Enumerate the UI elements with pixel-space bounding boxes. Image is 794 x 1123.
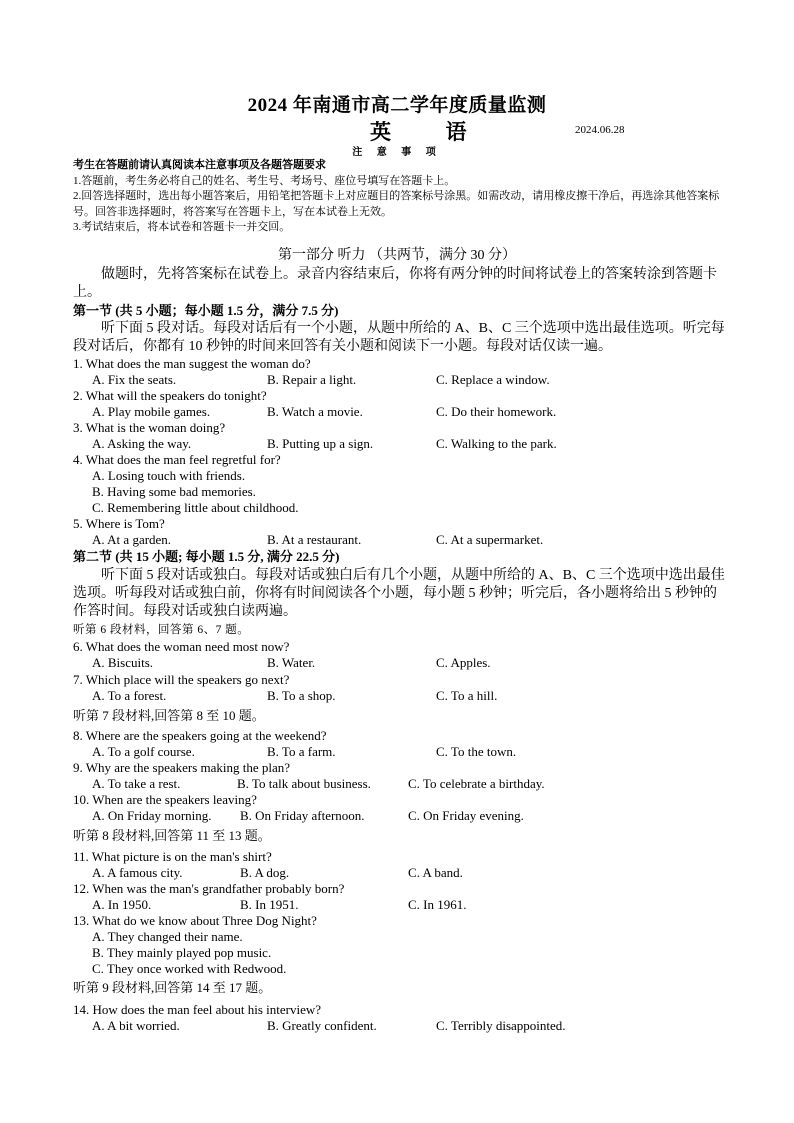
- option-a: A. Play mobile games.: [92, 404, 211, 419]
- option-b: B. At a restaurant.: [267, 532, 362, 547]
- question-stem: 4. What does the man feel regretful for?: [73, 452, 281, 467]
- option-b: B. Water.: [267, 655, 316, 670]
- question-stem: 9. Why are the speakers making the plan?: [73, 760, 291, 775]
- option-b: B. Putting up a sign.: [267, 436, 374, 451]
- question-stem: 8. Where are the speakers going at the weekend?: [73, 728, 327, 743]
- part-one-intro: 做题时，先将答案标在试卷上。录音内容结束后，你将有两分钟的时间将试卷上的答案转涂到答题卡上。: [73, 267, 717, 300]
- option-a: A. Asking the way.: [92, 436, 192, 451]
- instruction-item-3: 3.考试结束后，将本试卷和答题卡一并交回。: [73, 221, 291, 233]
- material-label-6: 听第 6 段材料，回答第 6、7 题。: [73, 624, 250, 636]
- option-c: C. To a hill.: [436, 688, 498, 703]
- question-stem: 14. How does the man feel about his interview?: [73, 1002, 322, 1017]
- option-a: A. In 1950.: [92, 897, 152, 912]
- material-label-8: 听第 8 段材料,回答第 11 至 13 题。: [73, 828, 271, 843]
- option-c: C. To celebrate a birthday.: [408, 776, 545, 791]
- option-c: C. Terribly disappointed.: [436, 1018, 566, 1033]
- instructions-block: [73, 158, 725, 236]
- option-a: A. To take a rest.: [92, 776, 181, 791]
- option-a: A. At a garden.: [92, 532, 172, 547]
- instruction-item-2: 2.回答选择题时，选出每小题答案后，用铅笔把答题卡上对应题目的答案标号涂黑。如需改动，请用橡皮擦干净后，再选涂其他答案标号。回答非选择题时，将答案写在答题卡上，写在本试卷上无效。: [73, 190, 720, 218]
- material-label-9: 听第 9 段材料,回答第 14 至 17 题。: [73, 980, 272, 995]
- section-two-heading: 第二节 (共 15 小题; 每小题 1.5 分, 满分 22.5 分): [73, 549, 340, 564]
- option-c: C. At a supermarket.: [436, 532, 544, 547]
- option-b: B. A dog.: [240, 865, 290, 880]
- part-one-title: 第一部分 听力 （共两节，满分 30 分）: [278, 248, 516, 263]
- question-stem: 6. What does the woman need most now?: [73, 639, 290, 654]
- option-b: B. Greatly confident.: [267, 1018, 377, 1033]
- option-a: A. A famous city.: [92, 865, 183, 880]
- option-a: A. Biscuits.: [92, 655, 154, 670]
- option-a: A. Losing touch with friends.: [92, 468, 246, 483]
- option-c: C. Apples.: [436, 655, 491, 670]
- option-b: B. To talk about business.: [237, 776, 371, 791]
- option-b: B. In 1951.: [240, 897, 299, 912]
- option-b: B. To a shop.: [267, 688, 336, 703]
- section-one-heading: 第一节 (共 5 小题；每小题 1.5 分，满分 7.5 分): [73, 303, 339, 318]
- option-a: A. To a forest.: [92, 688, 167, 703]
- option-b: B. To a farm.: [267, 744, 336, 759]
- question-stem: 2. What will the speakers do tonight?: [73, 388, 267, 403]
- section-one-intro: 听下面 5 段对话。每段对话后有一个小题，从题中所给的 A、B、C 三个选项中选出最佳选项。听完每段对话后，你都有 10 秒钟的时间来回答有关小题和阅读下一小题。每段对话仅读一遍。: [73, 321, 725, 354]
- question-stem: 10. When are the speakers leaving?: [73, 792, 257, 807]
- option-c: C. In 1961.: [408, 897, 467, 912]
- exam-title: 2024 年南通市高二学年度质量监测: [247, 95, 547, 116]
- subject-title: [370, 116, 469, 146]
- option-b: B. Having some bad memories.: [92, 484, 256, 499]
- question-stem: 5. Where is Tom?: [73, 516, 165, 531]
- exam-date: 2024.06.28: [575, 124, 625, 136]
- option-a: A. To a golf course.: [92, 744, 195, 759]
- question-stem: 13. What do we know about Three Dog Night?: [73, 913, 317, 928]
- option-c: C. To the town.: [436, 744, 517, 759]
- option-c: C. They once worked with Redwood.: [92, 961, 287, 976]
- question-stem: 3. What is the woman doing?: [73, 420, 226, 435]
- section-two-intro: 听下面 5 段对话或独白。每段对话或独白后有几个小题，从题中所给的 A、B、C 三个选项中选出最佳选项。听每段对话或独白前，你将有时间阅读各个小题，每小题 5 秒钟；听完后，各小题将给出 5 秒钟的作答时间。每段对话或独白读两遍。: [73, 568, 725, 619]
- option-b: B. Watch a movie.: [267, 404, 363, 419]
- option-a: A. On Friday morning.: [92, 808, 212, 823]
- option-a: A. A bit worried.: [92, 1018, 180, 1033]
- option-b: B. Repair a light.: [267, 372, 357, 387]
- instructions-head: 考生在答题前请认真阅读本注意事项及各题答题要求: [73, 159, 326, 171]
- option-b: B. They mainly played pop music.: [92, 945, 272, 960]
- subject-char-1: 英: [370, 120, 393, 144]
- option-a: A. They changed their name.: [92, 929, 243, 944]
- instruction-item-1: 1.答题前，考生务必将自己的姓名、考生号、考场号、座位号填写在答题卡上。: [73, 174, 456, 187]
- question-stem: 7. Which place will the speakers go next?: [73, 672, 290, 687]
- material-label-7: 听第 7 段材料,回答第 8 至 10 题。: [73, 708, 265, 723]
- subject-char-2: 语: [445, 120, 469, 144]
- option-c: C. Do their homework.: [436, 404, 557, 419]
- question-stem: 11. What picture is on the man's shirt?: [73, 849, 272, 864]
- option-c: C. On Friday evening.: [408, 808, 524, 823]
- question-stem: 12. When was the man's grandfather probably born?: [73, 881, 345, 896]
- option-c: C. Replace a window.: [436, 372, 550, 387]
- option-c: C. Remembering little about childhood.: [92, 500, 299, 515]
- question-stem: 1. What does the man suggest the woman do?: [73, 356, 311, 371]
- option-a: A. Fix the seats.: [92, 372, 177, 387]
- attention-heading: 注 意 事 项: [352, 147, 442, 158]
- option-b: B. On Friday afternoon.: [240, 808, 365, 823]
- option-c: C. Walking to the park.: [436, 436, 557, 451]
- option-c: C. A band.: [408, 865, 463, 880]
